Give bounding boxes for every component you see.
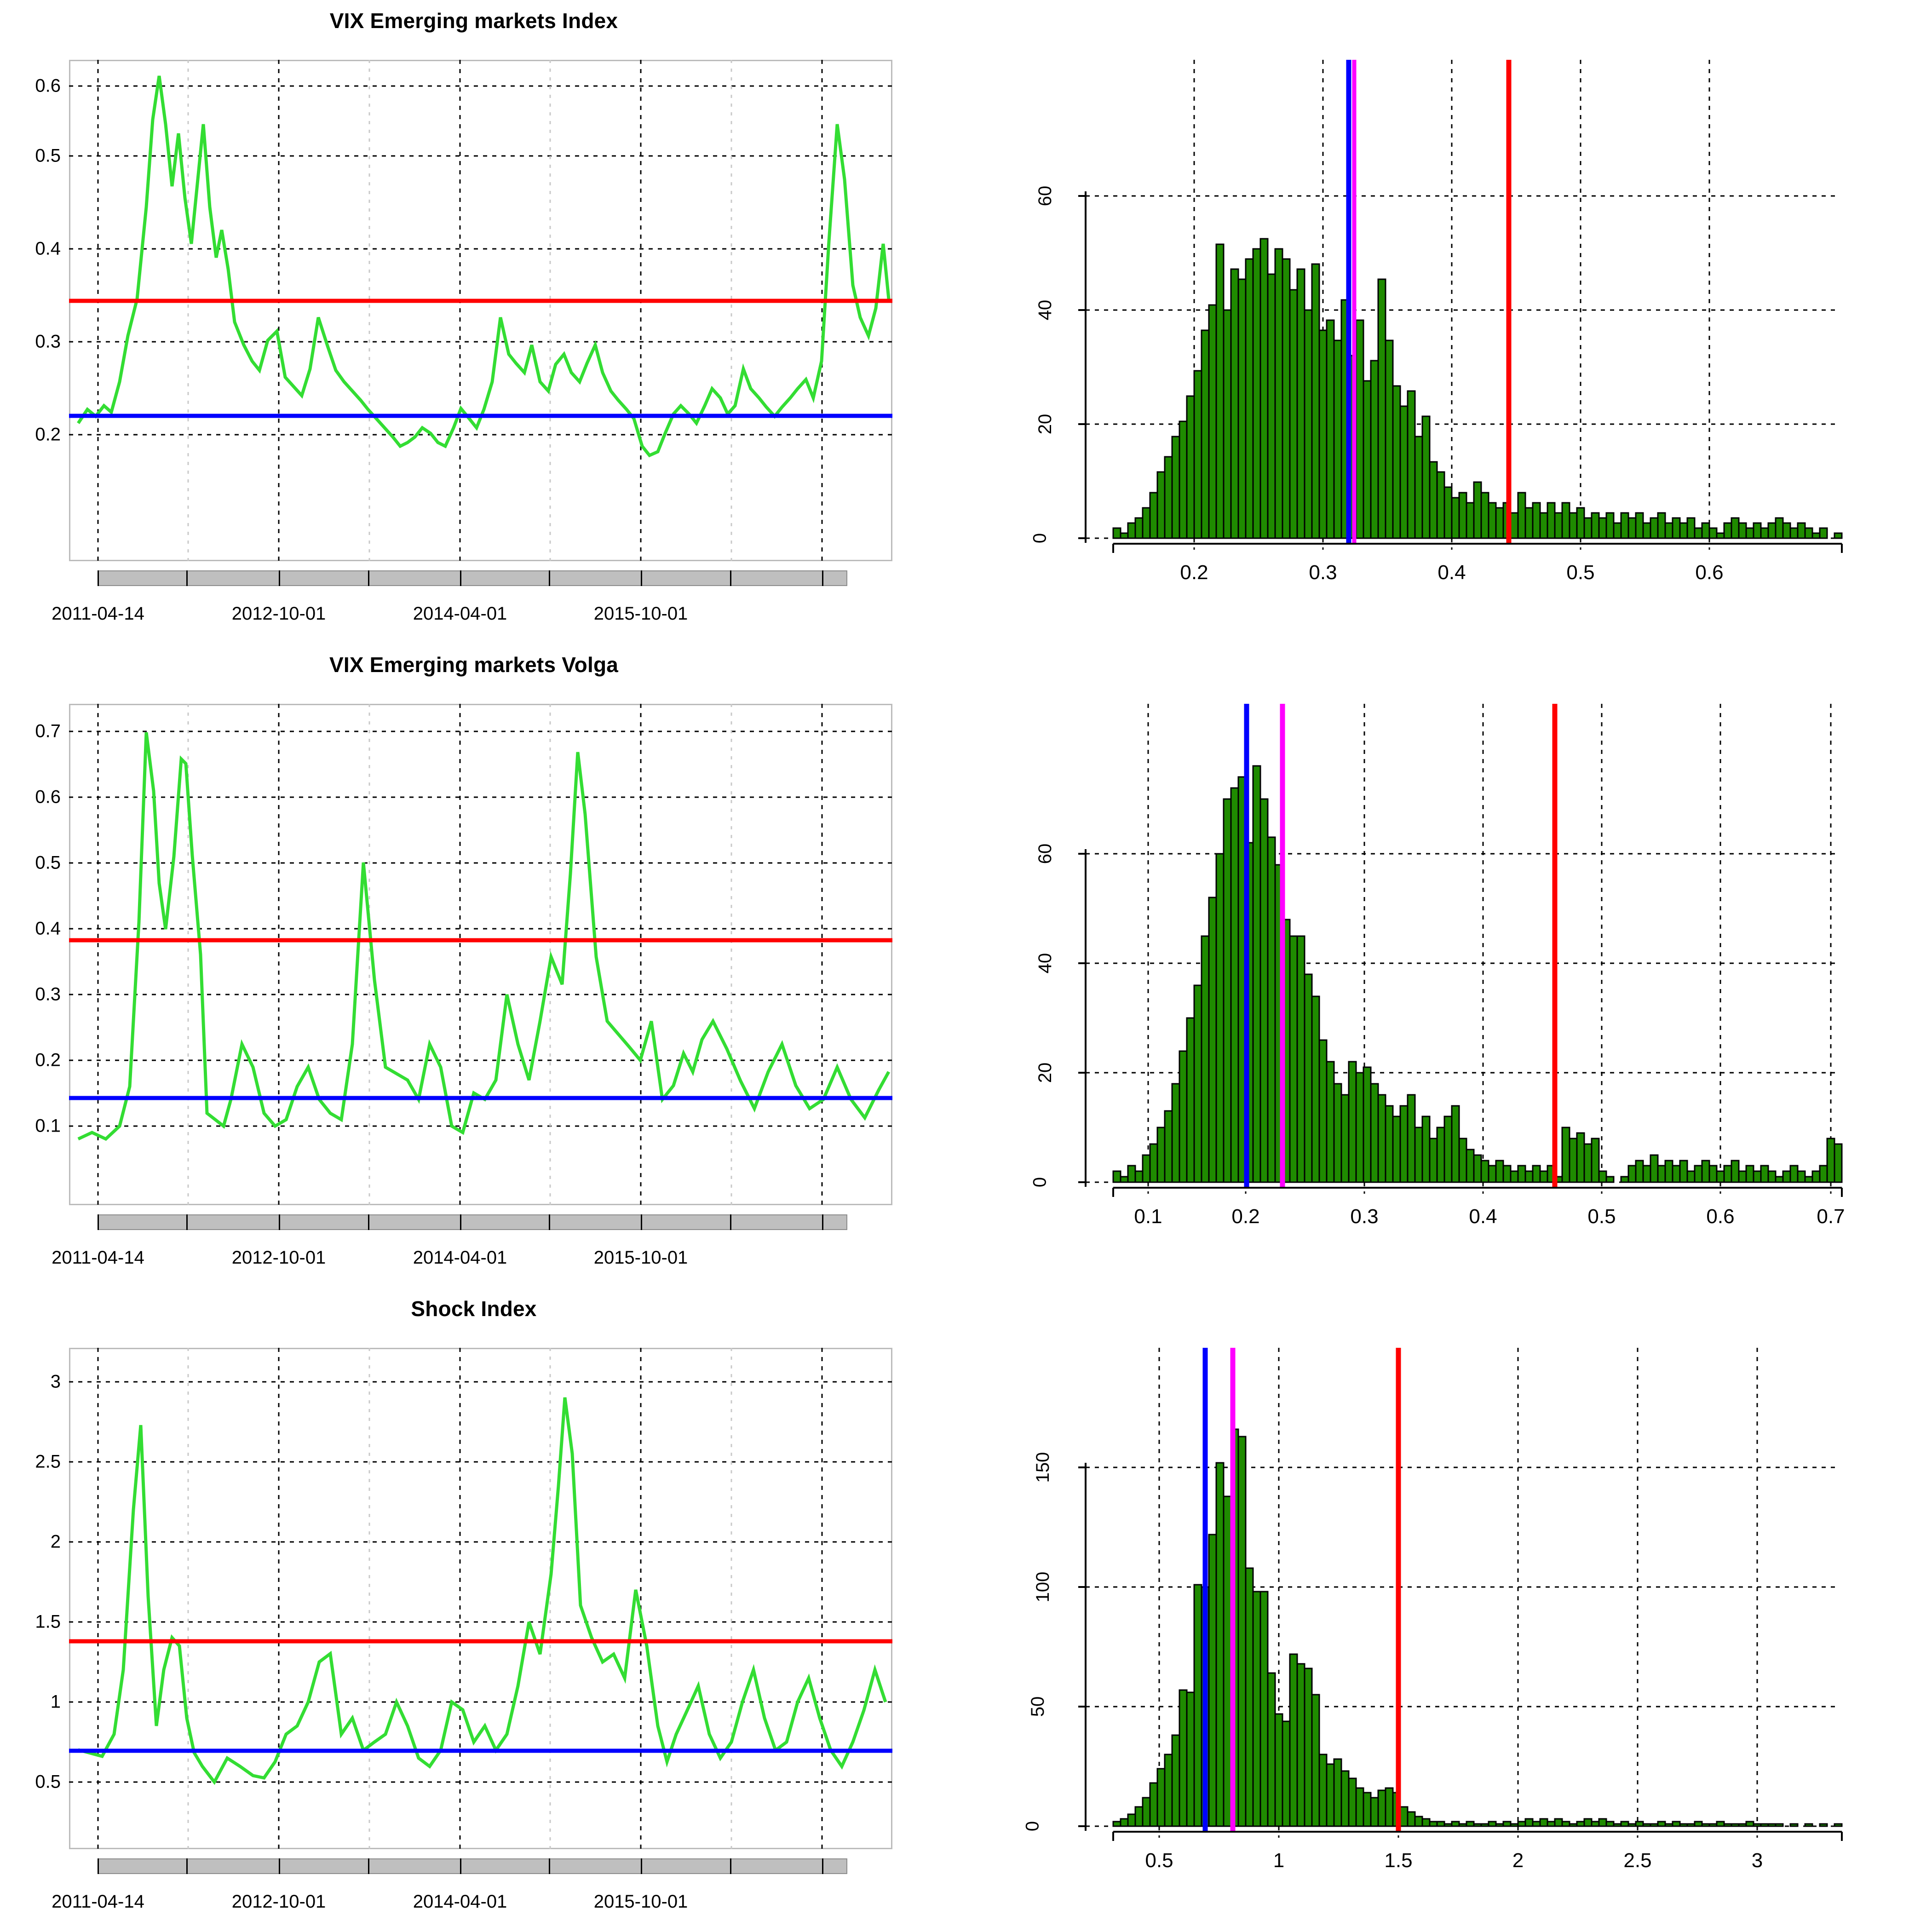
x-axis-tick bbox=[460, 570, 461, 586]
histogram-svg bbox=[1027, 1343, 1868, 1877]
x-axis-tick bbox=[186, 1858, 188, 1874]
plot-frame bbox=[69, 60, 892, 561]
x-axis-tick bbox=[368, 570, 369, 586]
y-tick-label: 0.2 bbox=[35, 1050, 61, 1070]
hist-x-tick-label: 0.3 bbox=[1350, 1205, 1379, 1228]
hist-y-tick-label: 20 bbox=[1035, 414, 1055, 435]
y-tick-label: 0.5 bbox=[35, 145, 61, 166]
hist-x-tick-label: 0.5 bbox=[1587, 1205, 1616, 1228]
hist-x-tick-label: 3 bbox=[1751, 1849, 1763, 1872]
y-tick-label: 0.5 bbox=[35, 852, 61, 873]
hist-x-tick-label: 0.1 bbox=[1134, 1205, 1162, 1228]
hist-y-tick-label: 60 bbox=[1035, 185, 1055, 207]
x-axis-tick bbox=[368, 1858, 369, 1874]
histogram-bars bbox=[1113, 766, 1842, 1182]
hist-x-tick-label: 1 bbox=[1273, 1849, 1285, 1872]
x-axis-band bbox=[98, 570, 847, 586]
x-axis-labels bbox=[52, 1248, 892, 1275]
y-tick-label: 0.6 bbox=[35, 787, 61, 807]
x-axis-band bbox=[98, 1858, 847, 1874]
hist-y-tick-label: 20 bbox=[1035, 1062, 1055, 1083]
x-tick-label: 2012-10-01 bbox=[231, 1892, 326, 1912]
panel-row-vix-em-index bbox=[0, 0, 1932, 644]
y-tick-label: 1 bbox=[50, 1691, 61, 1712]
hist-x-tick-label: 0.6 bbox=[1706, 1205, 1735, 1228]
x-tick-label: 2014-04-01 bbox=[413, 604, 507, 624]
y-tick-label: 1.5 bbox=[35, 1611, 61, 1632]
x-tick-label: 2011-04-14 bbox=[52, 1892, 144, 1912]
timeseries-panel-shock-index bbox=[0, 1288, 948, 1932]
x-tick-label: 2014-04-01 bbox=[413, 1892, 507, 1912]
hist-y-tick-label: 0 bbox=[1029, 533, 1050, 544]
x-axis-tick bbox=[279, 570, 280, 586]
y-tick-label: 0.4 bbox=[35, 918, 61, 939]
x-tick-label: 2011-04-14 bbox=[52, 604, 144, 624]
hist-x-tick-label: 2 bbox=[1512, 1849, 1524, 1872]
x-axis-tick bbox=[730, 1858, 731, 1874]
x-axis-tick bbox=[549, 1214, 550, 1230]
panel-row-vix-em-volga bbox=[0, 644, 1932, 1288]
x-axis-tick bbox=[641, 570, 642, 586]
y-tick-label: 0.2 bbox=[35, 424, 61, 445]
timeseries-plot-area bbox=[35, 704, 892, 1268]
panel-row-shock-index bbox=[0, 1288, 1932, 1932]
timeseries-plot-area bbox=[35, 60, 892, 624]
hist-y-tick-label: 0 bbox=[1022, 1821, 1043, 1832]
histogram-panel-vix-em-index bbox=[948, 0, 1932, 644]
x-axis-tick bbox=[822, 570, 823, 586]
x-axis-tick bbox=[368, 1214, 369, 1230]
hist-y-tick-label: 100 bbox=[1032, 1571, 1053, 1603]
x-tick-label: 2015-10-01 bbox=[593, 1892, 688, 1912]
hist-x-tick-label: 0.3 bbox=[1309, 561, 1337, 584]
hist-x-tick-label: 0.4 bbox=[1438, 561, 1466, 584]
plot-frame bbox=[69, 1348, 892, 1849]
y-tick-label: 0.1 bbox=[35, 1116, 61, 1136]
x-axis-tick bbox=[186, 570, 188, 586]
y-tick-label: 3 bbox=[50, 1371, 61, 1392]
y-tick-label: 0.3 bbox=[35, 984, 61, 1005]
histogram-plot-area bbox=[1030, 699, 1868, 1233]
x-axis-tick bbox=[549, 1858, 550, 1874]
x-tick-label: 2015-10-01 bbox=[593, 604, 688, 624]
hist-x-tick-label: 0.5 bbox=[1566, 561, 1595, 584]
x-tick-label: 2015-10-01 bbox=[593, 1248, 688, 1268]
timeseries-panel-vix-em-index bbox=[0, 0, 948, 644]
histogram-plot-area bbox=[1022, 1343, 1868, 1877]
x-axis-labels bbox=[52, 1892, 892, 1919]
x-axis-tick bbox=[460, 1858, 461, 1874]
hist-y-tick-label: 40 bbox=[1035, 299, 1055, 321]
x-axis-tick bbox=[549, 570, 550, 586]
histogram-svg bbox=[1030, 55, 1868, 589]
x-axis-tick bbox=[279, 1858, 280, 1874]
hist-x-tick-label: 0.2 bbox=[1231, 1205, 1260, 1228]
hist-y-tick-label: 150 bbox=[1032, 1452, 1053, 1483]
y-tick-label: 2 bbox=[50, 1531, 61, 1552]
x-axis-tick bbox=[730, 1214, 731, 1230]
x-axis-band bbox=[98, 1214, 847, 1230]
histogram-panel-vix-em-volga bbox=[948, 644, 1932, 1288]
hist-y-tick-label: 0 bbox=[1029, 1177, 1050, 1188]
histogram-bars bbox=[1113, 239, 1842, 538]
hist-y-tick-label: 50 bbox=[1027, 1696, 1048, 1717]
timeseries-panel-vix-em-volga bbox=[0, 644, 948, 1288]
x-axis-tick bbox=[641, 1858, 642, 1874]
histogram-svg bbox=[1030, 699, 1868, 1233]
hist-y-tick-label: 40 bbox=[1035, 953, 1055, 974]
y-tick-label: 2.5 bbox=[35, 1451, 61, 1472]
x-tick-label: 2011-04-14 bbox=[52, 1248, 144, 1268]
y-tick-label: 0.6 bbox=[35, 75, 61, 96]
x-axis-tick bbox=[98, 1214, 99, 1230]
x-tick-label: 2012-10-01 bbox=[231, 1248, 326, 1268]
x-axis-tick bbox=[98, 570, 99, 586]
hist-y-tick-label: 60 bbox=[1035, 843, 1055, 864]
x-tick-label: 2012-10-01 bbox=[231, 604, 326, 624]
x-axis-tick bbox=[98, 1858, 99, 1874]
page-title: VIX Emerging markets Volga bbox=[329, 653, 619, 677]
hist-x-tick-label: 0.7 bbox=[1817, 1205, 1845, 1228]
page-title: Shock Index bbox=[411, 1297, 537, 1321]
timeseries-svg bbox=[69, 60, 892, 561]
hist-x-tick-label: 1.5 bbox=[1384, 1849, 1413, 1872]
histogram-panel-shock-index bbox=[948, 1288, 1932, 1932]
hist-x-tick-label: 2.5 bbox=[1623, 1849, 1652, 1872]
timeseries-svg bbox=[69, 1348, 892, 1849]
x-axis-tick bbox=[641, 1214, 642, 1230]
plot-frame bbox=[69, 704, 892, 1205]
x-axis-labels bbox=[52, 604, 892, 631]
histogram-plot-area bbox=[1030, 55, 1868, 589]
y-tick-label: 0.5 bbox=[35, 1771, 61, 1792]
timeseries-svg bbox=[69, 704, 892, 1205]
hist-x-tick-label: 0.6 bbox=[1695, 561, 1724, 584]
page-title: VIX Emerging markets Index bbox=[329, 9, 618, 33]
x-axis-tick bbox=[279, 1214, 280, 1230]
hist-x-tick-label: 0.4 bbox=[1469, 1205, 1497, 1228]
y-tick-label: 0.7 bbox=[35, 721, 61, 742]
histogram-bars bbox=[1113, 1429, 1842, 1826]
x-axis-tick bbox=[730, 570, 731, 586]
hist-x-tick-label: 0.2 bbox=[1180, 561, 1208, 584]
x-axis-tick bbox=[822, 1214, 823, 1230]
x-axis-tick bbox=[460, 1214, 461, 1230]
y-tick-label: 0.4 bbox=[35, 238, 61, 259]
hist-x-tick-label: 0.5 bbox=[1145, 1849, 1173, 1872]
x-axis-tick bbox=[822, 1858, 823, 1874]
timeseries-plot-area bbox=[35, 1348, 892, 1912]
x-axis-tick bbox=[186, 1214, 188, 1230]
x-tick-label: 2014-04-01 bbox=[413, 1248, 507, 1268]
y-tick-label: 0.3 bbox=[35, 331, 61, 352]
